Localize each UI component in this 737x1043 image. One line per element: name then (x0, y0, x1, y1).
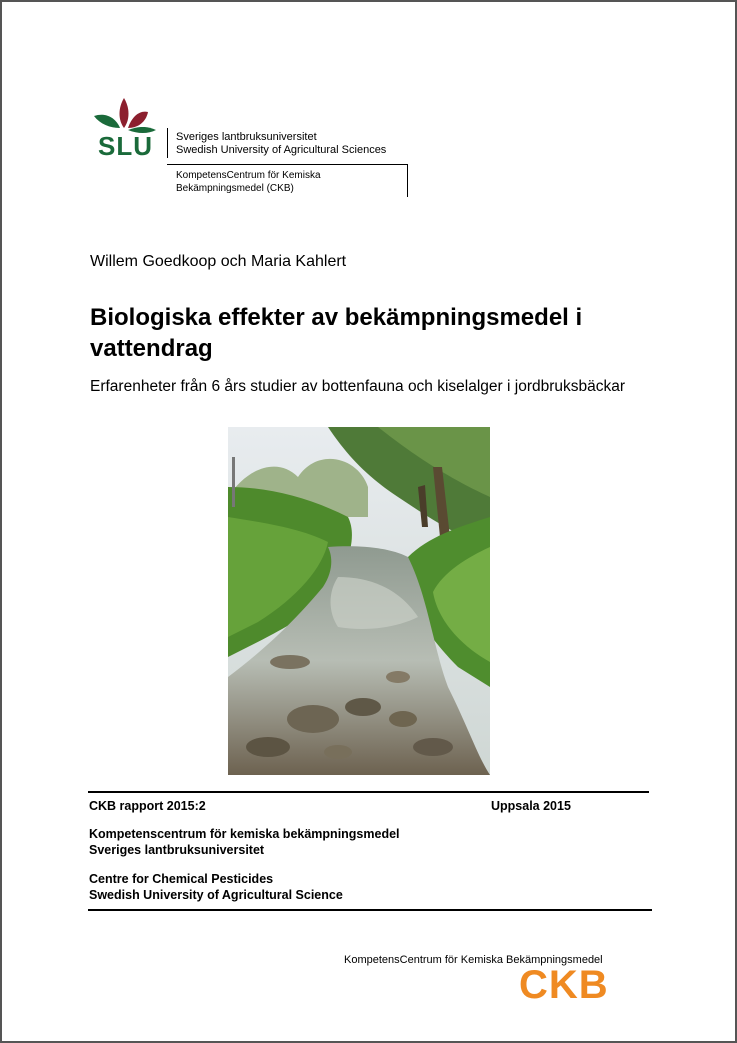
university-name-sv: Sveriges lantbruksuniversitet (176, 131, 317, 143)
institution-sv-line1: Kompetenscentrum för kemiska bekämpningsmedel (89, 827, 400, 841)
ckb-logo: CKB (519, 963, 609, 1007)
centre-name-line2: Bekämpningsmedel (CKB) (176, 183, 294, 194)
place-year: Uppsala 2015 (491, 799, 571, 813)
stream-photo (228, 427, 490, 775)
institution-en-line2: Swedish University of Agricultural Science (89, 888, 343, 902)
report-subtitle: Erfarenheter från 6 års studier av bottenfauna och kiselalger i jordbruksbäckar (90, 378, 626, 395)
institution-en-line1: Centre for Chemical Pesticides (89, 872, 274, 886)
logo-divider (167, 128, 168, 158)
top-rule (88, 791, 649, 793)
authors: Willem Goedkoop och Maria Kahlert (90, 253, 347, 270)
logo-rule-end (407, 164, 408, 197)
ckb-caption: KompetensCentrum för Kemiska Bekämpningsmedel (344, 954, 603, 966)
university-name-en: Swedish University of Agricultural Sciences (176, 144, 387, 156)
report-number: CKB rapport 2015:2 (89, 799, 206, 813)
bottom-rule (88, 909, 652, 911)
institution-sv-line2: Sveriges lantbruksuniversitet (89, 843, 265, 857)
centre-name-line1: KompetensCentrum för Kemiska (176, 170, 321, 181)
logo-rule (167, 164, 407, 165)
report-title: Biologiska effekter av bekämpningsmedel i vattendrag (90, 304, 583, 362)
slu-abbreviation: SLU (98, 131, 153, 161)
